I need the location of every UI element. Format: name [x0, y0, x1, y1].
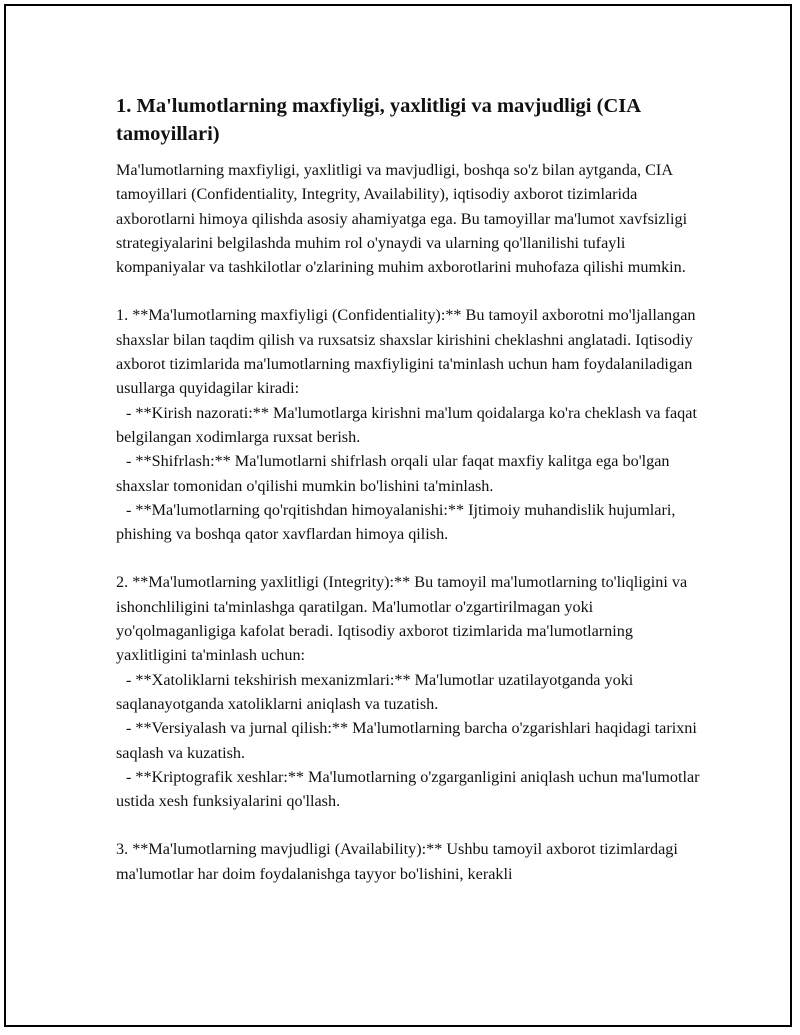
- section-confidentiality: [116, 303, 706, 546]
- document-title: 1. Ma'lumotlarning maxfiyligi, yaxlitligi va mavjudligi (CIA tamoyillari): [116, 95, 640, 145]
- list-item: - **Ma'lumotlarning qo'rqitishdan himoyalanishi:** Ijtimoiy muhandislik hujumlari, phishing va boshqa qator xavflardan himoya qilish.: [116, 500, 676, 544]
- intro-paragraph: Ma'lumotlarning maxfiyligi, yaxlitligi va mavjudligi, boshqa so'z bilan aytganda, CIA tamoyillari (Confidentiality, Integrity, Availability), iqtisodiy axborot tizimlarida axborotlarni himoya qilishda asosiy ahamiyatga ega. Bu tamoyillar ma'lumot xavfsizligi strategiyalarini belgilashda muhim rol o'ynaydi va ularning qo'llanilishi tufayli kompaniyalar va tashkilotlar o'zlarining muhim axborotlarini muhofaza qilishi mumkin.: [116, 161, 688, 277]
- list-item: - **Versiyalash va jurnal qilish:** Ma'lumotlarning barcha o'zgarishlari haqidagi tarixni saqlash va kuzatish.: [116, 719, 697, 762]
- list-item: - **Kriptografik xeshlar:** Ma'lumotlarning o'zgarganligini aniqlash uchun ma'lumotlar ustida xesh funksiyalarini qo'llash.: [116, 767, 700, 811]
- document-body: [116, 92, 706, 886]
- section-availability: [116, 837, 706, 886]
- list-item: - **Xatoliklarni tekshirish mexanizmlari:** Ma'lumotlar uzatilayotganda yoki saqlanayotganda xatoliklarni aniqlash va tuzatish.: [116, 670, 634, 713]
- list-item: - **Kirish nazorati:** Ma'lumotlarga kirishni ma'lum qoidalarga ko'ra cheklash va faqat belgilangan xodimlarga ruxsat berish.: [116, 403, 697, 446]
- section-lead: 3. **Ma'lumotlarning mavjudligi (Availability):** Ushbu tamoyil axborot tizimlardagi ma'lumotlar har doim foydalanishga tayyor bo'lishini, kerakli: [116, 840, 678, 883]
- section-integrity: [116, 570, 706, 813]
- section-lead: 1. **Ma'lumotlarning maxfiyligi (Confidentiality):** Bu tamoyil axborotni mo'ljallangan shaxslar bilan taqdim qilish va ruxsatsiz shaxslar kirishini cheklashni anglatadi. Iqtisodiy axborot tizimlarida ma'lumotlarning maxfiyligini ta'minlash uchun ham foydalaniladigan usullarga quyidagilar kiradi:: [116, 306, 696, 398]
- list-item: - **Shifrlash:** Ma'lumotlarni shifrlash orqali ular faqat maxfiy kalitga ega bo'lgan shaxslar tomonidan o'qilishi mumkin bo'lishini ta'minlash.: [116, 452, 670, 495]
- section-lead: 2. **Ma'lumotlarning yaxlitligi (Integrity):** Bu tamoyil ma'lumotlarning to'liqligini va ishonchliligini ta'minlashga qaratilgan. Ma'lumotlar o'zgartirilmagan yoki yo'qolmaganligiga kafolat beradi. Iqtisodiy axborot tizimlarida ma'lumotlarning yaxlitligini ta'minlash uchun:: [116, 573, 688, 665]
